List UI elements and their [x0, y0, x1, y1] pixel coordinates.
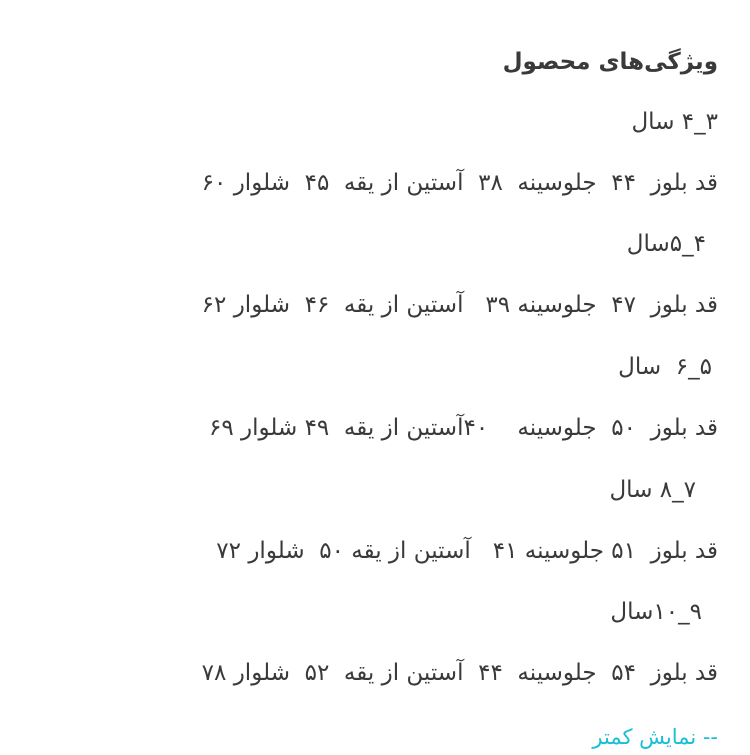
show-less-link[interactable]: -- نمایش کمتر [592, 725, 718, 749]
size-range-7-8: ۷_۸ سال [609, 477, 696, 503]
size-measurements-5-6: قد بلوز ۵۰ جلوسینه ۴۰آستین از یقه ۴۹ شلوار ۶۹ [208, 415, 718, 441]
size-measurements-7-8: قد بلوز ۵۱ جلوسینه ۴۱ آستین از یقه ۵۰ شلوار ۷۲ [216, 538, 718, 564]
size-range-9-10: ۹_۱۰سال [610, 599, 702, 625]
size-measurements-3-4: قد بلوز ۴۴ جلوسینه ۳۸ آستین از یقه ۴۵ شلوار ۶۰ [201, 170, 718, 196]
size-measurements-4-5: قد بلوز ۴۷ جلوسینه ۳۹ آستین از یقه ۴۶ شلوار ۶۲ [201, 292, 718, 318]
size-range-5-6: ۵_۶ سال [618, 354, 712, 380]
size-measurements-9-10: قد بلوز ۵۴ جلوسینه ۴۴ آستین از یقه ۵۲ شلوار ۷۸ [201, 660, 718, 686]
size-range-3-4: ۳_۴ سال [631, 109, 718, 135]
product-features-title: ویژگی‌های محصول [502, 49, 718, 75]
size-range-4-5: ۴_۵سال [626, 231, 706, 257]
